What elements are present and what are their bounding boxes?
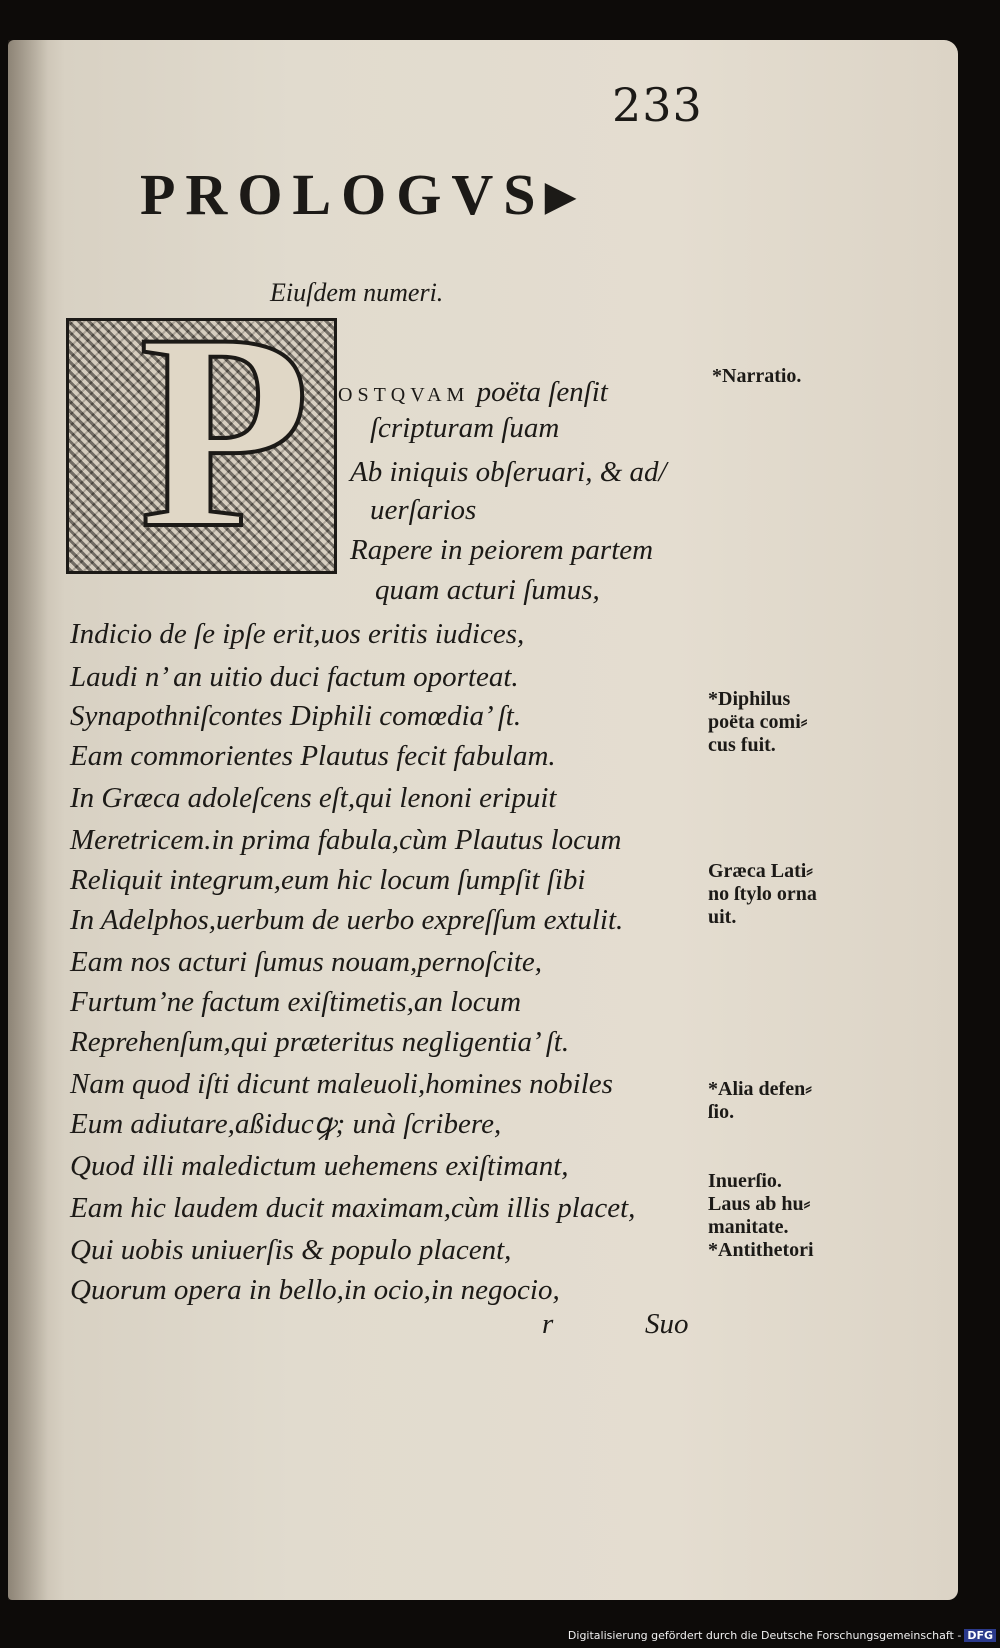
margin-note: *Diphilus poëta comi⸗ cus fuit. (708, 688, 808, 756)
book-page (8, 40, 958, 1600)
verse-line: In Græca adoleſcens eſt,qui lenoni eripuit (70, 782, 557, 814)
small-caps-word: OSTQVAM (338, 384, 470, 406)
verse-line: OSTQVAM poëta ſenſit (338, 376, 608, 408)
margin-note: Græca Lati⸗ no ſtylo orna uit. (708, 860, 817, 928)
verse-line: quam acturi ſumus, (375, 574, 600, 606)
prologue-heading: PROLOGVS▸ (140, 162, 585, 227)
verse-line: Eam nos acturi ſumus nouam,pernoſcite, (70, 946, 543, 978)
verse-line: Quorum opera in bello,in ocio,in negocio, (70, 1274, 560, 1306)
verse-line: Synapothniſcontes Diphili comœdia’ ſt. (70, 700, 522, 732)
margin-note: Inuerſio. Laus ab hu⸗ manitate. *Antithetori (708, 1170, 814, 1261)
dfg-logo: DFG (964, 1629, 996, 1642)
verse-line: Reprehenſum,qui præteritus negligentia’ ſt. (70, 1026, 570, 1058)
verse-line: Eam hic laudem ducit maximam,cùm illis placet, (70, 1192, 636, 1224)
verse-line: Qui uobis uniuerſis & populo placent, (70, 1234, 512, 1266)
subheading: Eiuſdem numeri. (270, 278, 444, 307)
verse-line: Rapere in peiorem partem (350, 534, 654, 566)
verse-line: Laudi n’ an uitio duci factum oporteat. (70, 661, 519, 693)
credit-text: Digitalisierung gefördert durch die Deutsche Forschungsgemeinschaft - (567, 1629, 962, 1642)
decorated-initial (66, 318, 337, 574)
margin-note: *Narratio. (712, 365, 802, 387)
signature-mark: r (542, 1308, 554, 1340)
verse-line: Nam quod iſti dicunt maleuoli,homines nobiles (70, 1068, 613, 1100)
initial-letter: P (139, 318, 311, 574)
verse-line: ſcripturam ſuam (370, 412, 560, 444)
verse-line: Quod illi maledictum uehemens exiſtimant, (70, 1150, 569, 1182)
verse-line: Meretricem.in prima fabula,cùm Plautus locum (70, 824, 622, 856)
verse-line: Eum adiutare,aßiducꝙ; unà ſcribere, (70, 1108, 502, 1140)
verse-line: Reliquit integrum,eum hic locum ſumpſit ſibi (70, 864, 586, 896)
verse-line: Furtum’ne factum exiſtimetis,an locum (70, 986, 522, 1018)
verse-line: Indicio de ſe ipſe erit,uos eritis iudices, (70, 618, 525, 650)
verse-line: Ab iniquis obſeruari, & ad/ (350, 456, 667, 488)
verse-line: Eam commorientes Plautus fecit fabulam. (70, 740, 556, 772)
margin-note: *Alia defen⸗ ſio. (708, 1078, 812, 1123)
digitization-credit (568, 1629, 996, 1642)
catchword: Suo (645, 1308, 689, 1340)
verse-line: In Adelphos,uerbum de uerbo expreſſum extulit. (70, 904, 624, 936)
verse-line: uerſarios (370, 494, 477, 526)
page-number: 233 (612, 78, 703, 132)
